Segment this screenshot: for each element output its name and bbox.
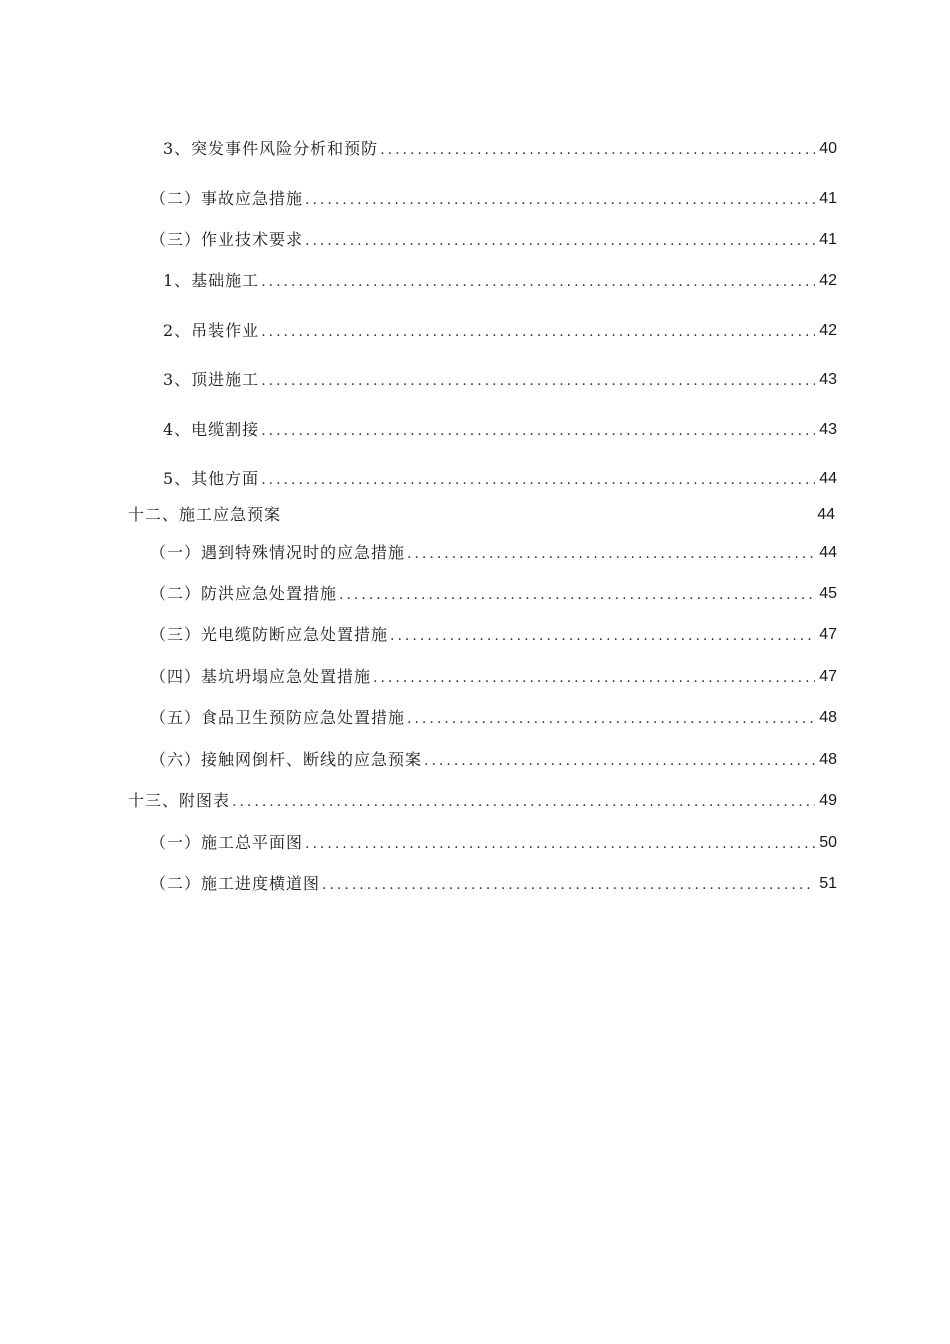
toc-leader-dots bbox=[339, 584, 815, 606]
toc-entry[interactable] bbox=[150, 831, 837, 855]
toc-entry-page: 48 bbox=[819, 709, 837, 726]
toc-entry-label: （三）光电缆防断应急处置措施 bbox=[150, 625, 389, 644]
toc-entry-label: （四）基坑坍塌应急处置措施 bbox=[150, 667, 372, 686]
toc-entry[interactable] bbox=[163, 137, 837, 161]
toc-leader-dots bbox=[305, 230, 815, 252]
toc-leader-dots bbox=[424, 750, 815, 772]
toc-entry-label: （五）食品卫生预防应急处置措施 bbox=[150, 708, 406, 727]
toc-leader-dots bbox=[305, 189, 815, 211]
toc-leader-dots bbox=[261, 420, 815, 442]
toc-entry-page: 42 bbox=[819, 272, 837, 289]
toc-chapter-entry[interactable] bbox=[128, 789, 837, 813]
toc-leader-dots bbox=[261, 321, 815, 343]
toc-entry-page: 41 bbox=[819, 190, 837, 207]
toc-entry[interactable] bbox=[163, 467, 837, 491]
toc-entry[interactable] bbox=[150, 748, 837, 772]
toc-entry-label: （二）施工进度横道图 bbox=[150, 874, 321, 893]
toc-entry-page: 50 bbox=[819, 834, 837, 851]
toc-entry-page: 43 bbox=[819, 371, 837, 388]
toc-entry-label: 3、突发事件风险分析和预防 bbox=[163, 139, 379, 158]
toc-leader-dots bbox=[380, 139, 815, 161]
toc-leader-dots bbox=[261, 469, 815, 491]
toc-entry-page: 42 bbox=[819, 322, 837, 339]
toc-entry[interactable] bbox=[150, 706, 837, 730]
toc-entry-label: （二）事故应急措施 bbox=[150, 189, 304, 208]
toc-entry-label: 4、电缆割接 bbox=[163, 420, 260, 439]
toc-entry-page: 44 bbox=[819, 470, 837, 487]
toc-entry-page: 47 bbox=[819, 668, 837, 685]
toc-entry[interactable] bbox=[150, 872, 837, 896]
toc-leader-dots bbox=[373, 667, 815, 689]
toc-entry-label: 3、顶进施工 bbox=[163, 370, 260, 389]
toc-entry-label: 1、基础施工 bbox=[163, 271, 260, 290]
toc-entry[interactable] bbox=[163, 319, 837, 343]
toc-leader-dots bbox=[407, 543, 815, 565]
toc-entry-label: 十二、施工应急预案 bbox=[128, 505, 282, 524]
toc-entry[interactable] bbox=[163, 368, 837, 392]
toc-leader-dots bbox=[305, 833, 815, 855]
toc-entry-page: 40 bbox=[819, 140, 837, 157]
toc-entry-page: 49 bbox=[819, 792, 837, 809]
toc-entry-label: （三）作业技术要求 bbox=[150, 230, 304, 249]
toc-entry-page: 47 bbox=[819, 626, 837, 643]
toc-leader-dots bbox=[407, 708, 815, 730]
toc-entry[interactable] bbox=[150, 187, 837, 211]
toc-leader-dots bbox=[390, 625, 815, 647]
toc-entry-page: 51 bbox=[819, 875, 837, 892]
toc-entry-page: 45 bbox=[819, 585, 837, 602]
toc-entry-label: 十三、附图表 bbox=[128, 791, 231, 810]
toc-entry[interactable] bbox=[150, 623, 837, 647]
toc-entry[interactable] bbox=[163, 269, 837, 293]
toc-chapter-entry[interactable] bbox=[128, 503, 837, 527]
toc-entry-label: 2、吊装作业 bbox=[163, 321, 260, 340]
toc-entry-page: 41 bbox=[819, 231, 837, 248]
toc-entry-page: 44 bbox=[819, 544, 837, 561]
toc-entry-page: 44 bbox=[817, 506, 835, 523]
toc-entry[interactable] bbox=[163, 418, 837, 442]
toc-leader-dots bbox=[261, 370, 815, 392]
toc-leader-dots bbox=[322, 874, 815, 896]
toc-entry[interactable] bbox=[150, 541, 837, 565]
toc-entry[interactable] bbox=[150, 665, 837, 689]
toc-entry-page: 43 bbox=[819, 421, 837, 438]
toc-entry-label: （六）接触网倒杆、断线的应急预案 bbox=[150, 750, 423, 769]
toc-entry[interactable] bbox=[150, 228, 837, 252]
toc-leader-dots bbox=[232, 791, 815, 813]
toc-entry-label: （一）遇到特殊情况时的应急措施 bbox=[150, 543, 406, 562]
toc-entry-page: 48 bbox=[819, 751, 837, 768]
toc-entry[interactable] bbox=[150, 582, 837, 606]
toc-entry-label: 5、其他方面 bbox=[163, 469, 260, 488]
toc-entry-label: （一）施工总平面图 bbox=[150, 833, 304, 852]
toc-entry-label: （二）防洪应急处置措施 bbox=[150, 584, 338, 603]
toc-leader-dots bbox=[261, 271, 815, 293]
